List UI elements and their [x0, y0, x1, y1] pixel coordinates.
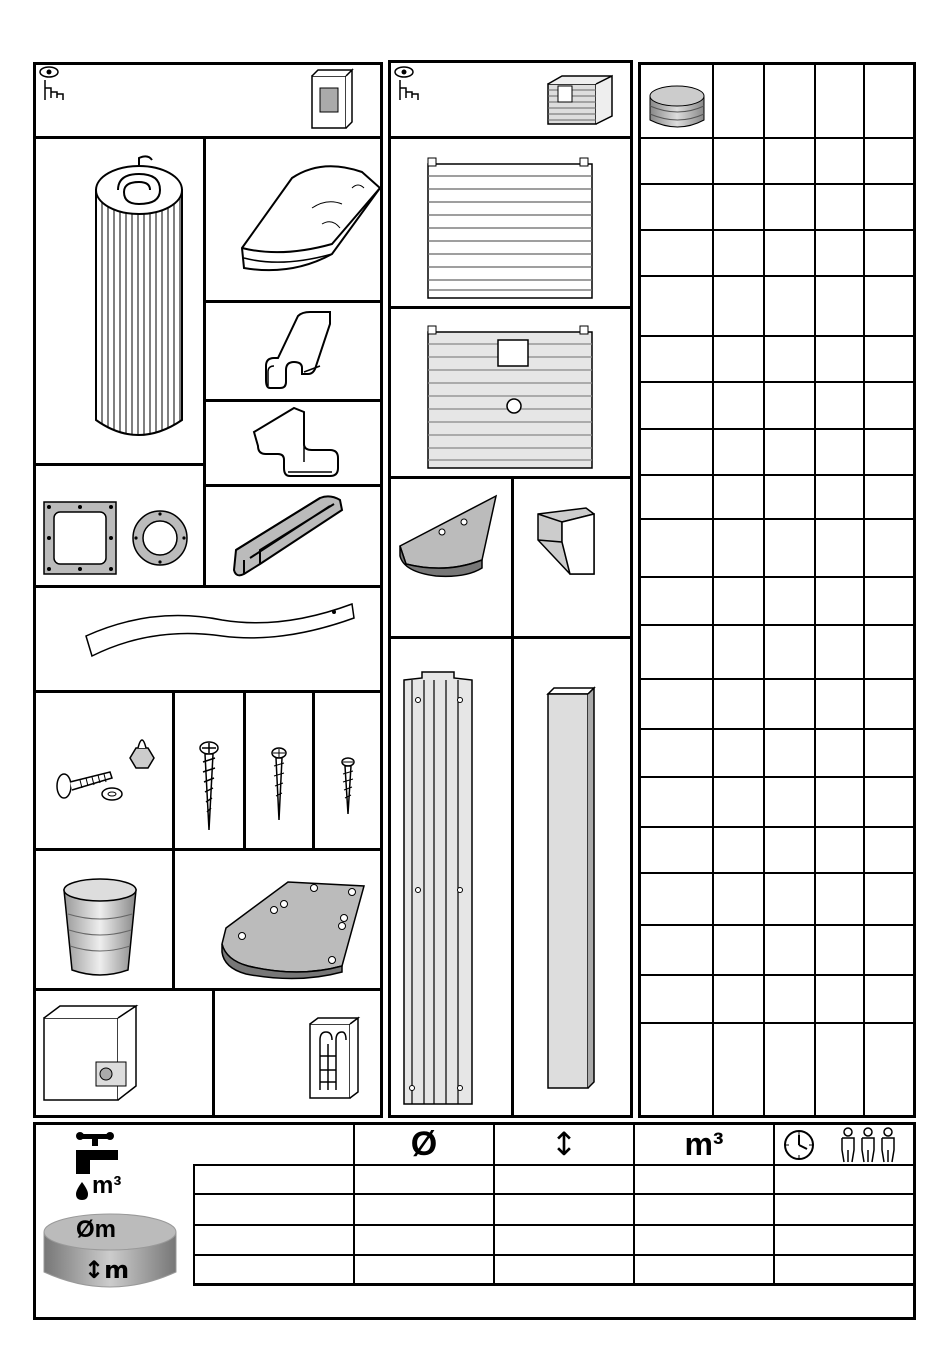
eye-hand-icon: [37, 64, 73, 104]
eye-hand-icon: [392, 64, 428, 104]
grid-row-line: [640, 381, 914, 383]
height-header: ↕: [550, 1125, 578, 1163]
liner-box-icon: [308, 68, 356, 130]
screw-medium: [268, 746, 290, 822]
skimmer-flange: [42, 500, 120, 578]
bottom-rail-profile: [244, 402, 344, 482]
grid-row-line: [640, 974, 914, 976]
grid-row-line: [640, 678, 914, 680]
grid-row-line: [640, 576, 914, 578]
water-fill-label: m³: [92, 1172, 122, 1199]
wall-panel: [424, 156, 600, 302]
bolt-nut-washer: [52, 712, 170, 816]
ladder-box: [306, 1016, 366, 1100]
top-ledge-plate: [396, 492, 504, 584]
grid-row-line: [640, 137, 914, 139]
parts-count-table: [638, 62, 916, 1118]
grid-row-line: [640, 335, 914, 337]
filter-pump-box: [42, 1004, 142, 1104]
corner-plate: [218, 874, 368, 984]
grid-row-line: [640, 728, 914, 730]
grid-column-line: [863, 64, 865, 1116]
grid-row-line: [640, 826, 914, 828]
grid-row-line: [640, 518, 914, 520]
screw-large: [196, 740, 222, 832]
grid-row-line: [640, 183, 914, 185]
wall-upright: [398, 668, 482, 1112]
grid-row-line: [640, 872, 914, 874]
grid-row-line: [640, 229, 914, 231]
upright-cover: [544, 684, 600, 1094]
workers-icon: [838, 1126, 902, 1164]
sand-bucket: [60, 874, 140, 980]
wall-joint-strip: [82, 596, 362, 666]
top-rail-profile: [258, 308, 338, 398]
grid-row-line: [640, 776, 914, 778]
grid-column-line: [712, 64, 714, 1116]
volume-header: m³: [684, 1126, 724, 1162]
grid-row-line: [640, 624, 914, 626]
grid-row-line: [640, 1022, 914, 1024]
grid-row-line: [640, 275, 914, 277]
grid-row-line: [640, 474, 914, 476]
grid-column-line: [763, 64, 765, 1116]
return-flange-ring: [130, 508, 190, 568]
grid-row-line: [640, 428, 914, 430]
liner-lock-strip: [230, 494, 350, 580]
pool-thumbnail-icon: [646, 76, 708, 134]
diameter-header: Ø: [410, 1125, 438, 1163]
grid-column-line: [814, 64, 816, 1116]
screw-small: [338, 756, 358, 816]
steel-wall-roll: [88, 150, 198, 450]
clock-icon: [782, 1128, 818, 1162]
pool-diameter-label: Øm: [76, 1216, 117, 1243]
wall-panel-box-icon: [546, 74, 616, 126]
grid-row-line: [640, 924, 914, 926]
pool-height-label: ↕m: [84, 1256, 130, 1284]
upright-cap: [534, 504, 598, 580]
wall-panel-with-cutouts: [424, 324, 600, 472]
liner-folded: [232, 158, 382, 282]
